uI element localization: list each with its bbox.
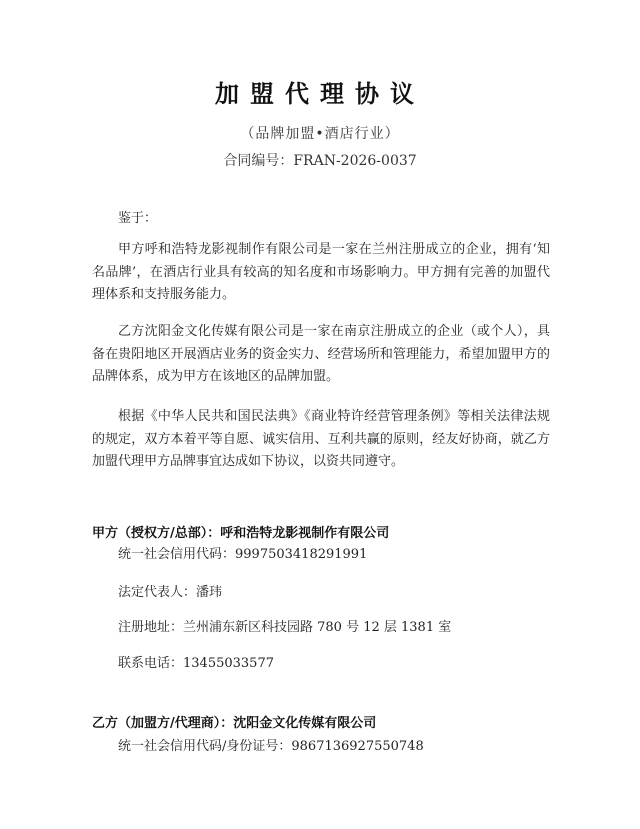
contract-number [0,150,640,170]
party-a-heading: 甲方（授权方/总部）：呼和浩特龙影视制作有限公司 [92,526,390,541]
contract-number-value: FRAN-2026-0037 [293,153,417,169]
party-b-heading: 乙方（加盟方/代理商）：沈阳金文化传媒有限公司 [92,716,377,731]
preamble-paragraph-party-a: 甲方呼和浩特龙影视制作有限公司是一家在兰州注册成立的企业，拥有‘知名品牌’，在酒店行业具有较高的知名度和市场影响力。甲方拥有完善的加盟代理体系和支持服务能力。 [92,242,550,302]
preamble-paragraph-party-b: 乙方沈阳金文化传媒有限公司是一家在南京注册成立的企业（或个人），具备在贵阳地区开展酒店业务的资金实力、经营场所和管理能力，希望加盟甲方的品牌体系，成为甲方在该地区的品牌加盟。 [92,324,550,384]
party-a-address: 注册地址：兰州浦东新区科技园路 780 号 12 层 1381 室 [118,620,452,635]
party-a-credit-code: 统一社会信用代码：9997503418291991 [118,547,368,562]
party-a-phone: 联系电话：13455033577 [118,656,274,671]
preamble-paragraph-legal-basis: 根据《中华人民共和国民法典》《商业特许经营管理条例》等相关法律法规的规定，双方本着平等自愿、诚实信用、互利共赢的原则，经友好协商，就乙方加盟代理甲方品牌事宜达成如下协议，以资共同遵守。 [92,409,550,469]
document-subtitle: （品牌加盟•酒店行业） [240,126,400,142]
contract-number-label: 合同编号： [223,153,294,169]
document-title: 加盟代理协议 [215,80,425,108]
whereas-heading: 鉴于： [118,211,158,226]
party-a-legal-representative: 法定代表人：潘玮 [118,585,223,600]
party-b-credit-code: 统一社会信用代码/身份证号：9867136927550748 [118,739,424,754]
